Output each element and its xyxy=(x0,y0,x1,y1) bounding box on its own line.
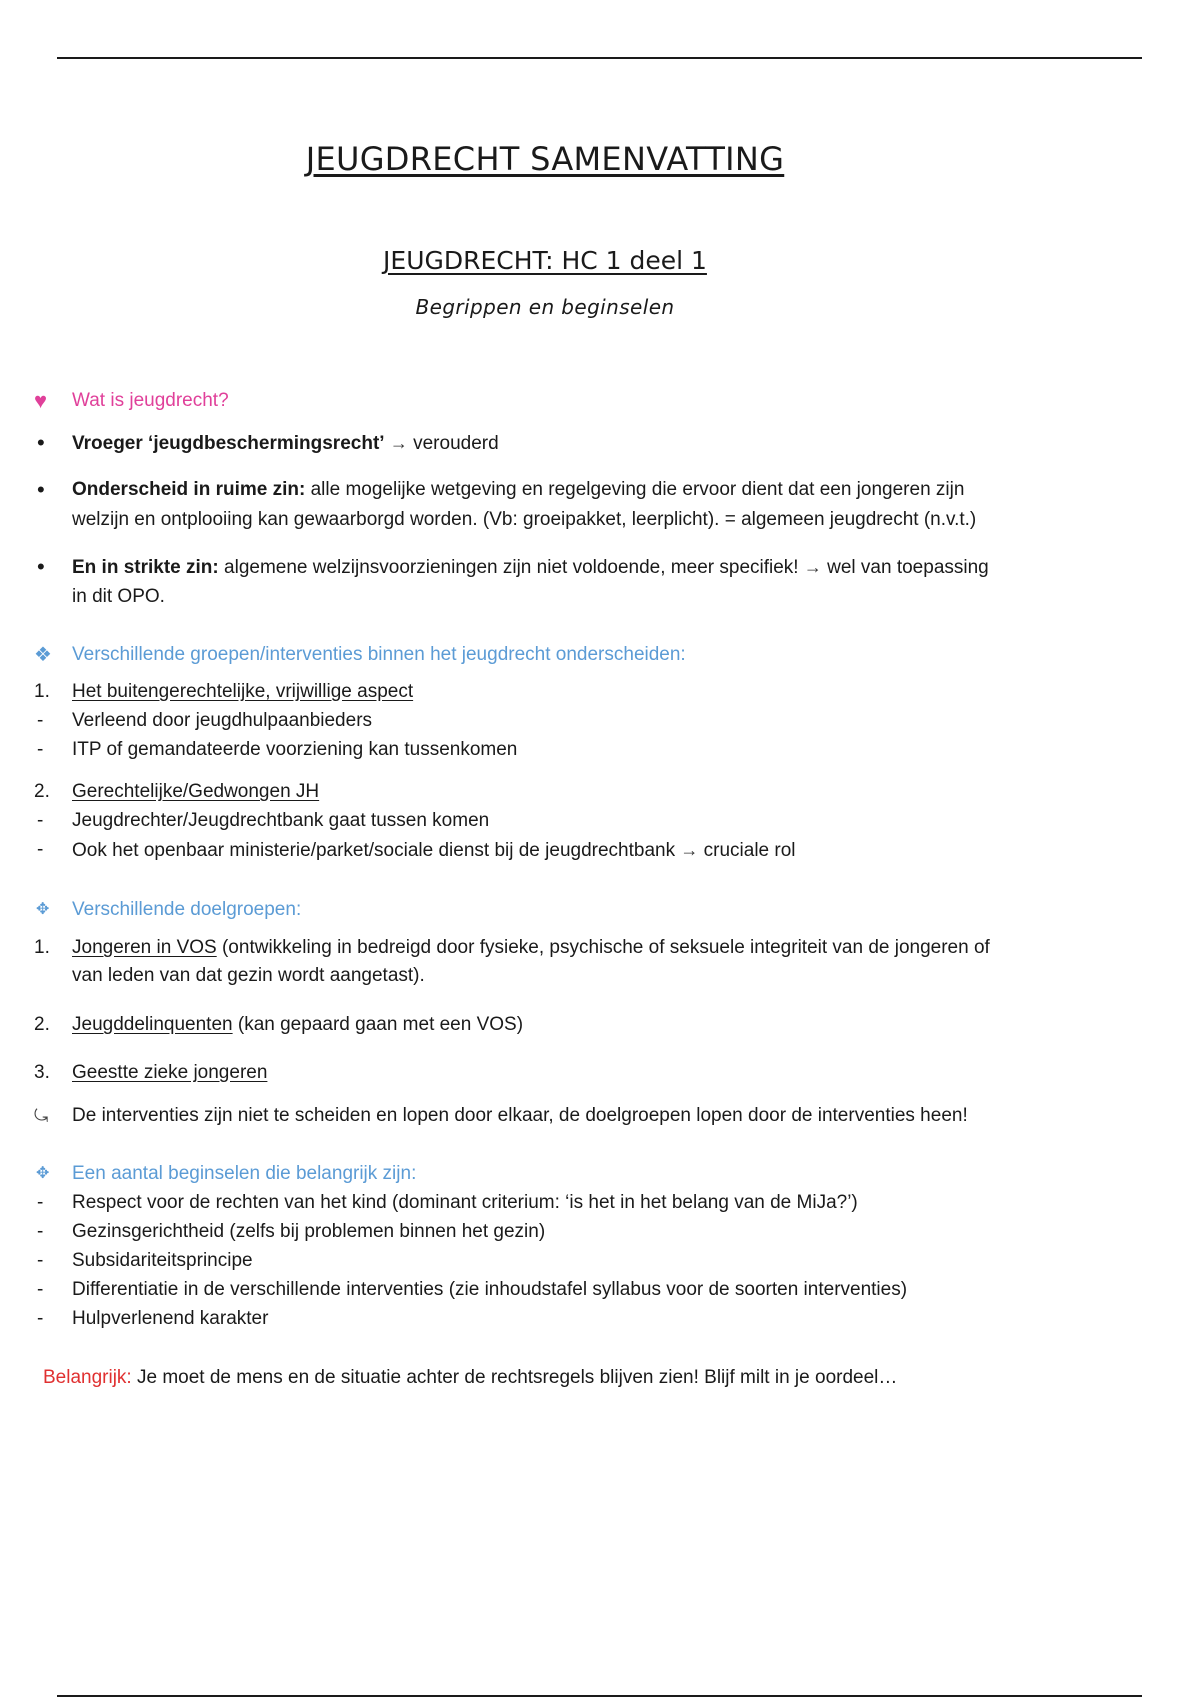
bullet-icon: • xyxy=(37,430,45,455)
bottom-rule xyxy=(57,1695,1142,1697)
section-subtitle: Begrippen en beginselen xyxy=(415,295,675,319)
dash-icon: - xyxy=(37,1279,44,1300)
arrow-icon: → xyxy=(680,840,699,860)
dash-icon: - xyxy=(37,1308,44,1329)
important-label: Belangrijk: xyxy=(43,1367,132,1388)
bullet-icon: • xyxy=(37,554,45,579)
dash-icon: - xyxy=(37,1192,44,1213)
dash-icon: - xyxy=(37,1221,44,1242)
arrow-icon: → xyxy=(389,433,408,453)
diamond-icon: ✥ xyxy=(36,901,50,918)
dash-icon: - xyxy=(37,739,44,760)
curved-arrow-icon: ⤿ xyxy=(34,1106,49,1125)
dash-icon: - xyxy=(37,839,44,860)
arrow-icon: → xyxy=(803,557,822,577)
document-title: JEUGDRECHT SAMENVATTING xyxy=(305,140,785,178)
diamond-icon: ✥ xyxy=(36,1165,50,1182)
top-rule xyxy=(57,57,1142,59)
dash-icon: - xyxy=(37,710,44,731)
dash-icon: - xyxy=(37,810,44,831)
diamond-icon: ❖ xyxy=(34,644,52,666)
heart-icon: ♥ xyxy=(34,388,48,413)
bullet-icon: • xyxy=(37,477,45,502)
section-title: JEUGDRECHT: HC 1 deel 1 xyxy=(383,246,707,275)
dash-icon: - xyxy=(37,1250,44,1271)
